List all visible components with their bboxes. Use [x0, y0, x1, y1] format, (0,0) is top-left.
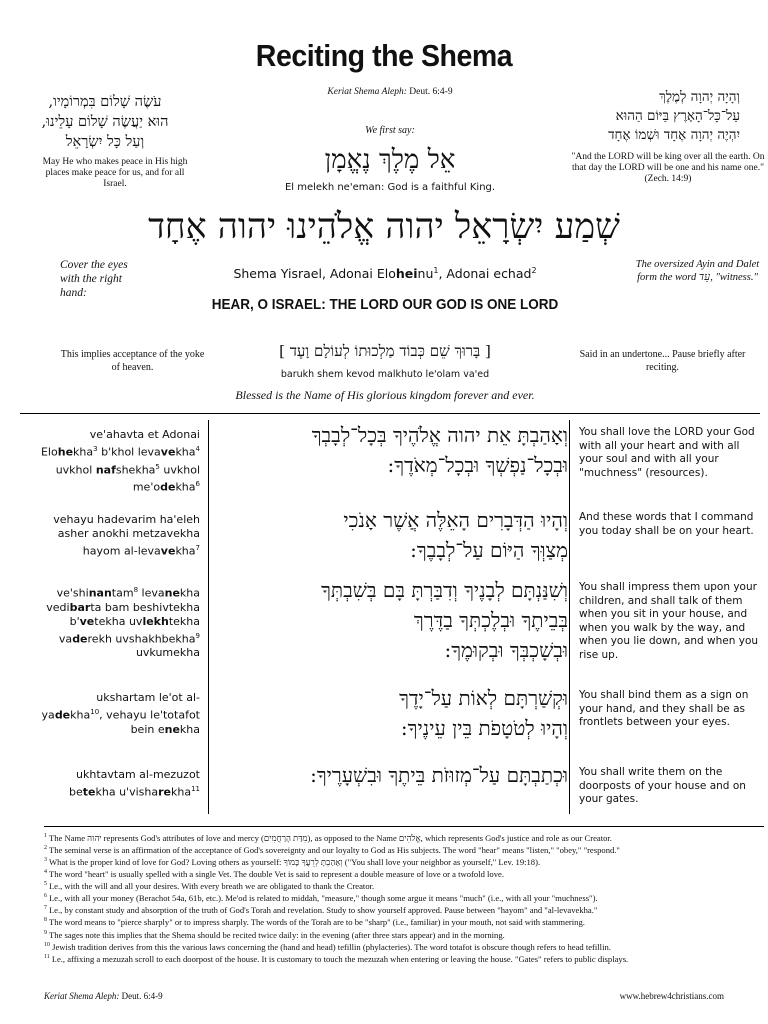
footnote-ref: 1 — [433, 266, 439, 275]
footnote: $^3$ What is the proper kind of love for God? Loving others as yourself: וְאָהַבְתָּ לְרֵעֲךָ כָּמוֹךָ ("You shall love your neighbor as yourself," Lev. 19:18). — [44, 856, 541, 867]
verse-translit — [20, 768, 200, 800]
footnote: $^{10}$ Jewish tradition derives from this the various laws concerning the (hand and head) tefillin (phylacteries). The word totafot is obscure though refers to head tefillin. — [44, 941, 611, 952]
verse-english: You shall impress them upon your children, and shall talk of them when you sit in your house, and when you walk by the way, and when you lie down, and when you rise up. — [579, 581, 759, 661]
translit-line: Elohekha$^3$ b'khol levavekha$^4$ — [40, 445, 200, 459]
footnote: $^7$ I.e., by constant study and absorption of the truth of God's Torah and revelation. Study to show yourself approved. Pause between "hayom" and "al-levavekha." — [44, 905, 598, 916]
barukh-right-note: Said in an undertone... Pause briefly after reciting. — [579, 349, 746, 373]
verse-translit — [20, 583, 200, 660]
hebrew-line: וּבְשָׁכְבְּךָ וּבְקוּמֶךָ: — [444, 638, 568, 662]
shema-hebrew: שְׁמַע יִשְׂרָאֵל יהוה אֱלֹהֵינוּ יהוה אֶחָד — [148, 207, 620, 247]
hebrew-line: יִהְיֶה יְהוָה אֶחָד וּשְׁמוֹ אֶחָד — [608, 127, 740, 143]
translit-line: betekha u'visharekha$^{11}$ — [69, 785, 200, 799]
translit-line: ukshartam le'ot al- — [96, 691, 200, 704]
footer-source-ref: Deut. 6:4-9 — [121, 991, 163, 1001]
footnote: $^8$ The word means to "pierce sharply" or to impress sharply. The words of the Torah are to be "sharp" (i.e., familiar) in your mouth, not said with stammering. — [44, 917, 585, 928]
verse-hebrew — [212, 683, 568, 743]
source-label: Keriat Shema Aleph: — [327, 87, 407, 97]
translit-line: bein enekha — [130, 722, 200, 736]
footnotes — [44, 831, 744, 964]
hebrew-line: וּכְתַבְתָּם עַל־מְזוּזֹת בֵּיתֶךָ וּבִשְׁעָרֶיךָ: — [310, 763, 568, 787]
el-melekh-hebrew: אֵל מֶלֶךְ נֶאֱמָן — [324, 145, 456, 175]
barukh-left-note: This implies acceptance of the yoke of heaven. — [60, 349, 205, 373]
footer-source — [44, 991, 163, 1001]
verse-english: You shall bind them as a sign on your hand, and they shall be as frontlets between your eyes. — [579, 689, 749, 728]
translit-line: me'odekha$^6$ — [132, 480, 200, 494]
verse-hebrew — [212, 505, 568, 565]
hebrew-line: בְּבֵיתֶךָ וּבְלֶכְתְּךָ בַדֶּרֶךְ — [413, 608, 568, 632]
shema-right-note: The oversized Ayin and Dalet form the word עֵד, "witness." — [635, 259, 760, 283]
hebrew-line: וְהָיָה יְהוָה לְמֶלֶךְ — [659, 89, 740, 105]
translit-line: b'vetekha uvlekhtekha — [69, 614, 200, 628]
translit-line: uvkumekha — [135, 646, 200, 660]
translit-line: vaderekh uvshakhbekha$^9$ — [58, 631, 200, 646]
verse-translit — [20, 691, 200, 737]
footnote: $^2$ The seminal verse is an affirmation of the acceptance of God's sovereignty and our loyalty to God as His subjects. The word "hear" means "listen," "obey," "respond." — [44, 844, 620, 855]
translit-line: vedibarta bam beshivtekha — [46, 600, 200, 614]
translit-line: vehayu hadevarim ha'eleh — [53, 513, 200, 526]
translit-line: yadekha$^{10}$, vehayu le'totafot — [41, 708, 200, 722]
top-left-english: May He who makes peace in His high places make peace for us, and for all Israel. — [42, 157, 188, 189]
shema-translit-a: Shema Yisrael, Adonai Elo — [233, 266, 396, 282]
hebrew-line: עַל־כָּל־הָאָרֶץ בַּיּוֹם הַהוּא — [615, 108, 740, 124]
verse-translit — [20, 428, 200, 495]
translit-line: uvkhol nafshekha$^5$ uvkhol — [55, 462, 200, 477]
hebrew-line: וְהָיוּ הַדְּבָרִים הָאֵלֶּה אֲשֶׁר אָנֹכִי — [343, 508, 568, 532]
hebrew-line: הוּא יַעֲשֶׂה שָׁלוֹם עָלֵינוּ, — [41, 114, 169, 130]
top-right-hebrew — [570, 88, 740, 145]
shema-left-note: Cover the eyes with the right hand: — [60, 259, 128, 299]
first-say-label: We first say: — [365, 125, 415, 136]
divider — [20, 413, 760, 414]
footnote: $^1$ The Name יהוה represents God's attributes of love and mercy (מִדַּת הָרַחֲמִים), as opposed to the Name אֱלֹהִים, which represents God's justice and role as our Creator. — [44, 832, 612, 843]
shema-english: HEAR, O ISRAEL: THE LORD OUR GOD IS ONE LORD — [211, 296, 559, 313]
page-title: Reciting the Shema — [255, 38, 513, 73]
footnote-ref: 2 — [531, 266, 537, 275]
footnote: $^6$ I.e., with all your money (Berachot 54a, 61b, etc.). Me'od is related to middah, "measure," though some argue it means "much" (i.e., with all your "muchness"). — [44, 893, 598, 904]
barukh-english: Blessed is the Name of His glorious kingdom forever and ever. — [235, 388, 535, 402]
shema-translit-c: , Adonai echad — [438, 266, 532, 282]
source-line — [230, 87, 550, 97]
divider — [208, 420, 209, 814]
verse-english: You shall write them on the doorposts of your house and on your gates. — [579, 766, 746, 805]
divider — [44, 826, 764, 827]
verse-hebrew — [212, 575, 568, 665]
hebrew-line: וְאָהַבְתָּ אֵת יהוה אֱלֹהֶיךָ בְּכָל־לְבָבְךָ — [311, 423, 568, 447]
hebrew-line: עֹשֶׂה שָׁלוֹם בִּמְרוֹמָיו, — [48, 94, 162, 110]
shema-translit-b: nu — [417, 266, 434, 282]
shema-translit — [150, 266, 620, 281]
hebrew-line: וְעַל כָּל יִשְׂרָאֵל — [65, 134, 145, 150]
top-right-english: "And the LORD will be king over all the earth. On that day the LORD will be one and his name one." (Zech. 14:9) — [571, 152, 765, 184]
divider — [569, 420, 570, 814]
footer-source-label: Keriat Shema Aleph: — [44, 991, 120, 1001]
top-left-hebrew — [20, 92, 190, 152]
translit-line: ve'shinantam$^8$ levanekha — [56, 586, 200, 600]
hebrew-line: וּקְשַׁרְתָּם לְאוֹת עַל־יָדֶךָ — [399, 686, 568, 710]
verse-translit — [20, 513, 200, 559]
verse-hebrew — [212, 760, 568, 790]
footer-website[interactable]: www.hebrew4christians.com — [619, 991, 724, 1001]
hebrew-line: מְצַוְּךָ הַיּוֹם עַל־לְבָבֶךָ: — [410, 538, 568, 562]
footnote: $^4$ The word "heart" is usually spelled with a single Vet. The double Vet is said to represent a double measure of love or a twofold love. — [44, 869, 504, 880]
el-melekh-translit: El melekh ne'eman: God is a faithful King. — [284, 182, 496, 193]
hebrew-line: וְשִׁנַּנְתָּם לְבָנֶיךָ וְדִבַּרְתָּ בָּם בְּשִׁבְתְּךָ — [321, 578, 568, 602]
translit-line: ve'ahavta et Adonai — [89, 428, 200, 441]
hebrew-line: וּבְכָל־נַפְשְׁךָ וּבְכָל־מְאֹדֶךָ: — [387, 453, 568, 477]
shema-translit-bold: hei — [395, 266, 418, 282]
translit-line: ukhtavtam al-mezuzot — [76, 768, 200, 781]
footnote: $^5$ I.e., with the will and all your desires. With every breath we are obligated to thank the Creator. — [44, 881, 375, 892]
footnote: $^{11}$ I.e., affixing a mezuzah scroll to each doorpost of the house. It is customary to touch the mezuzah when entering or leaving the house. "Gates" refers to public displays. — [44, 953, 629, 964]
verse-hebrew — [212, 420, 568, 480]
footnote: $^9$ The sages note this implies that the Shema should be recited twice daily: in the evening (after three stars appear) and in the morning. — [44, 929, 505, 940]
source-ref: Deut. 6:4-9 — [409, 87, 453, 97]
barukh-hebrew: [ בָּרוּךְ שֵׁם כְּבוֹד מַלְכוּתוֹ לְעוֹלָם וָעֶד ] — [279, 342, 491, 360]
verse-english: You shall love the LORD your God with all your heart and with all your soul and with all your "muchness" (resources). — [579, 426, 755, 479]
barukh-translit: barukh shem kevod malkhuto le'olam va'ed — [280, 369, 490, 380]
verse-english: And these words that I command you today shall be on your heart. — [579, 511, 754, 537]
hebrew-line: וְהָיוּ לְטֹטָפֹת בֵּין עֵינֶיךָ: — [400, 716, 568, 740]
translit-line: asher anokhi metzavekha — [57, 527, 200, 540]
translit-line: hayom al-levavekha$^7$ — [82, 544, 200, 558]
